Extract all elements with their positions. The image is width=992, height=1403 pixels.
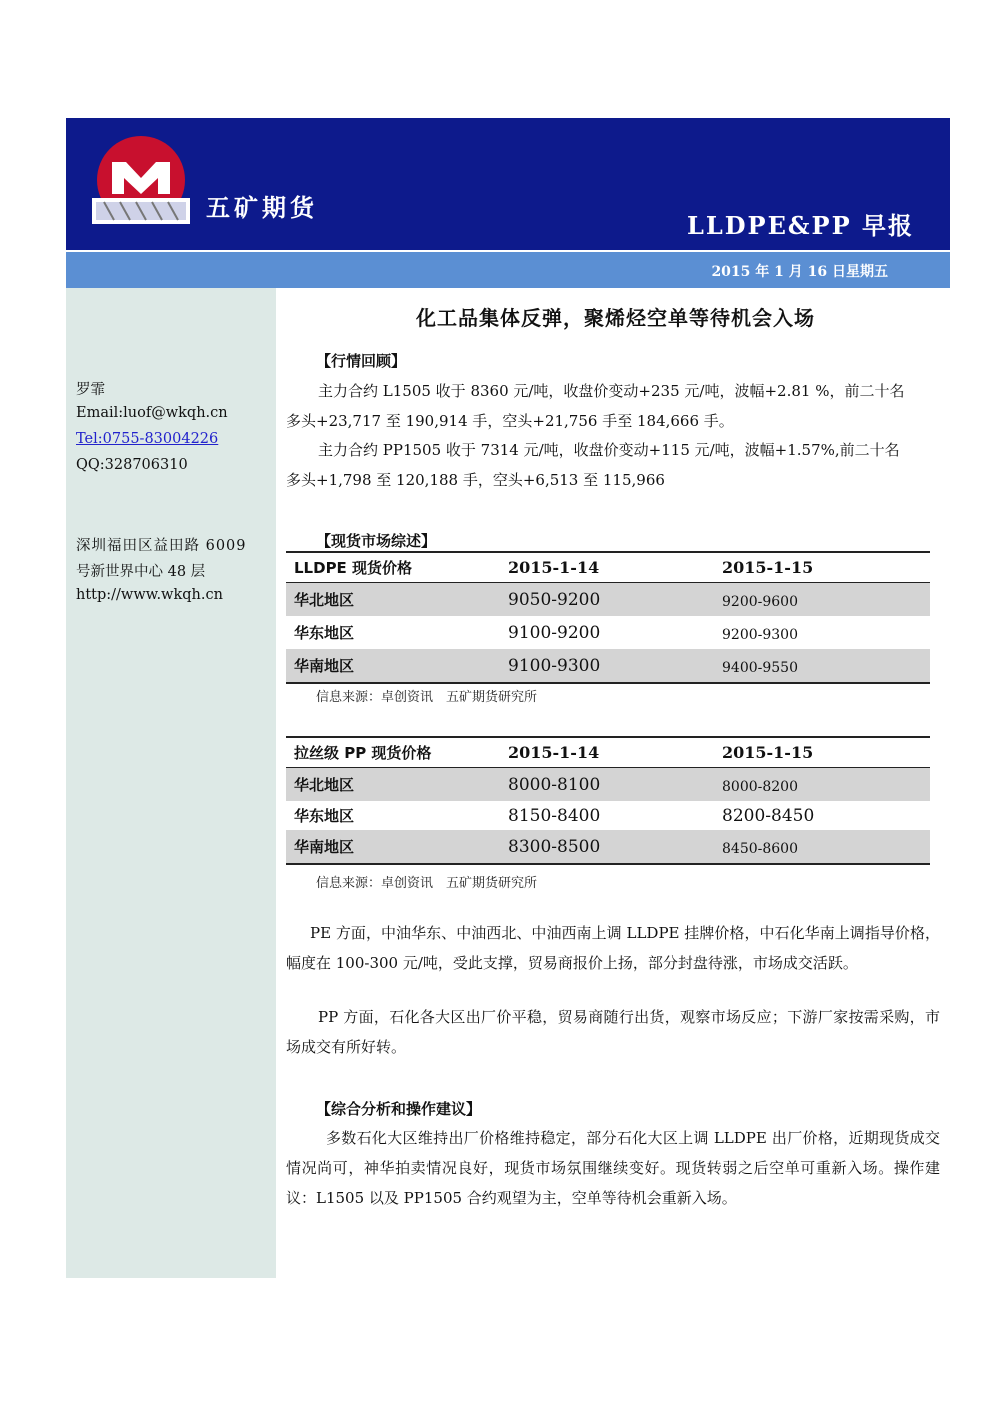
table-row xyxy=(286,801,930,830)
table-cell: 9400-9550 xyxy=(714,649,930,683)
table-header-cell: 2015-1-14 xyxy=(500,737,714,768)
table-row xyxy=(286,616,930,649)
table-cell: 9100-9200 xyxy=(508,622,601,643)
review-p1-line1: 主力合约 L1505 收于 8360 元/吨，收盘价变动+235 元/吨，波幅+2.81 %，前二十名 xyxy=(318,382,905,400)
review-paragraph-2 xyxy=(286,435,940,495)
report-title: LLDPE&PP 早报 xyxy=(686,211,914,240)
table-header-cell: 拉丝级 PP 现货价格 xyxy=(286,737,500,768)
table-row xyxy=(286,768,930,802)
review-p2-line1: 主力合约 PP1505 收于 7314 元/吨，收盘价变动+115 元/吨，波幅+1.57%,前二十名 xyxy=(318,441,900,459)
table-cell: 8200-8450 xyxy=(722,805,815,826)
company-website: http://www.wkqh.cn xyxy=(76,587,223,603)
contact-sidebar xyxy=(66,288,276,1278)
table-header-cell: 2015-1-15 xyxy=(714,737,930,768)
review-p2-line2: 多头+1,798 至 120,188 手，空头+6,513 至 115,966 xyxy=(286,471,665,489)
table-cell-region: 华东地区 xyxy=(294,807,355,825)
pp-market-paragraph: PP 方面，石化各大区出厂价平稳，贸易商随行出货，观察市场反应；下游厂家按需采购，市场成交有所好转。 xyxy=(286,1008,940,1056)
table-cell-region: 华南地区 xyxy=(286,649,500,683)
analyst-email: Email:luof@wkqh.cn xyxy=(76,405,228,421)
table-row xyxy=(286,830,930,864)
address-line-1: 深圳福田区益田路 6009 xyxy=(76,538,247,554)
review-p1-line2: 多头+23,717 至 190,914 手，空头+21,756 手至 184,666 手。 xyxy=(286,412,734,430)
table-header-row xyxy=(286,737,930,768)
minmetals-logo xyxy=(90,132,192,232)
company-name: 五矿期货 xyxy=(206,194,318,222)
table-header-cell: 2015-1-14 xyxy=(500,552,714,583)
section-title-review: 【行情回顾】 xyxy=(316,352,407,370)
analyst-phone-link[interactable]: Tel:0755-83004226 xyxy=(76,431,219,447)
pp-source-note: 信息来源：卓创资讯 五矿期货研究所 xyxy=(316,876,538,891)
review-paragraph-1 xyxy=(286,376,940,436)
date-bar xyxy=(66,252,950,288)
section-title-analysis: 【综合分析和操作建议】 xyxy=(316,1100,482,1118)
address-line-2: 号新世界中心 48 层 xyxy=(76,564,206,580)
table-cell: 9100-9300 xyxy=(500,649,714,683)
report-header xyxy=(66,118,950,250)
pp-price-table xyxy=(286,736,930,865)
analyst-name: 罗霏 xyxy=(76,382,105,398)
pe-market-paragraph: PE 方面，中油华东、中油西北、中油西南上调 LLDPE 挂牌价格，中石化华南上调指导价格，幅度在 100-300 元/吨，受此支撑，贸易商报价上扬，部分封盘待涨，市场成交活跃。 xyxy=(286,924,940,972)
section-title-spot: 【现货市场综述】 xyxy=(316,532,437,550)
lldpe-price-table xyxy=(286,551,930,684)
headline: 化工品集体反弹，聚烯烃空单等待机会入场 xyxy=(416,306,815,330)
table-cell: 9200-9600 xyxy=(714,583,930,617)
table-header-cell: LLDPE 现货价格 xyxy=(286,552,500,583)
table-header-cell: 2015-1-15 xyxy=(714,552,930,583)
analyst-qq: QQ:328706310 xyxy=(76,457,188,473)
table-cell: 8150-8400 xyxy=(508,805,601,826)
analysis-paragraph: 多数石化大区维持出厂价格维持稳定，部分石化大区上调 LLDPE 出厂价格，近期现货成交情况尚可，神华拍卖情况良好，现货市场氛围继续变好。现货转弱之后空单可重新入场。操作建议：L1505 以及 PP1505 合约观望为主，空单等待机会重新入场。 xyxy=(286,1129,940,1207)
table-cell: 9050-9200 xyxy=(500,583,714,617)
table-cell: 8450-8600 xyxy=(714,830,930,864)
table-cell-region: 华北地区 xyxy=(286,583,500,617)
table-row xyxy=(286,583,930,617)
report-date: 2015 年 1 月 16 日星期五 xyxy=(711,264,888,280)
table-cell: 8000-8200 xyxy=(714,768,930,802)
table-cell: 9200-9300 xyxy=(722,626,798,643)
table-cell: 8000-8100 xyxy=(500,768,714,802)
table-cell-region: 华北地区 xyxy=(286,768,500,802)
lldpe-source-note: 信息来源：卓创资讯 五矿期货研究所 xyxy=(316,690,538,705)
table-row xyxy=(286,649,930,683)
table-cell-region: 华东地区 xyxy=(294,624,355,642)
table-cell-region: 华南地区 xyxy=(286,830,500,864)
table-cell: 8300-8500 xyxy=(500,830,714,864)
table-header-row xyxy=(286,552,930,583)
